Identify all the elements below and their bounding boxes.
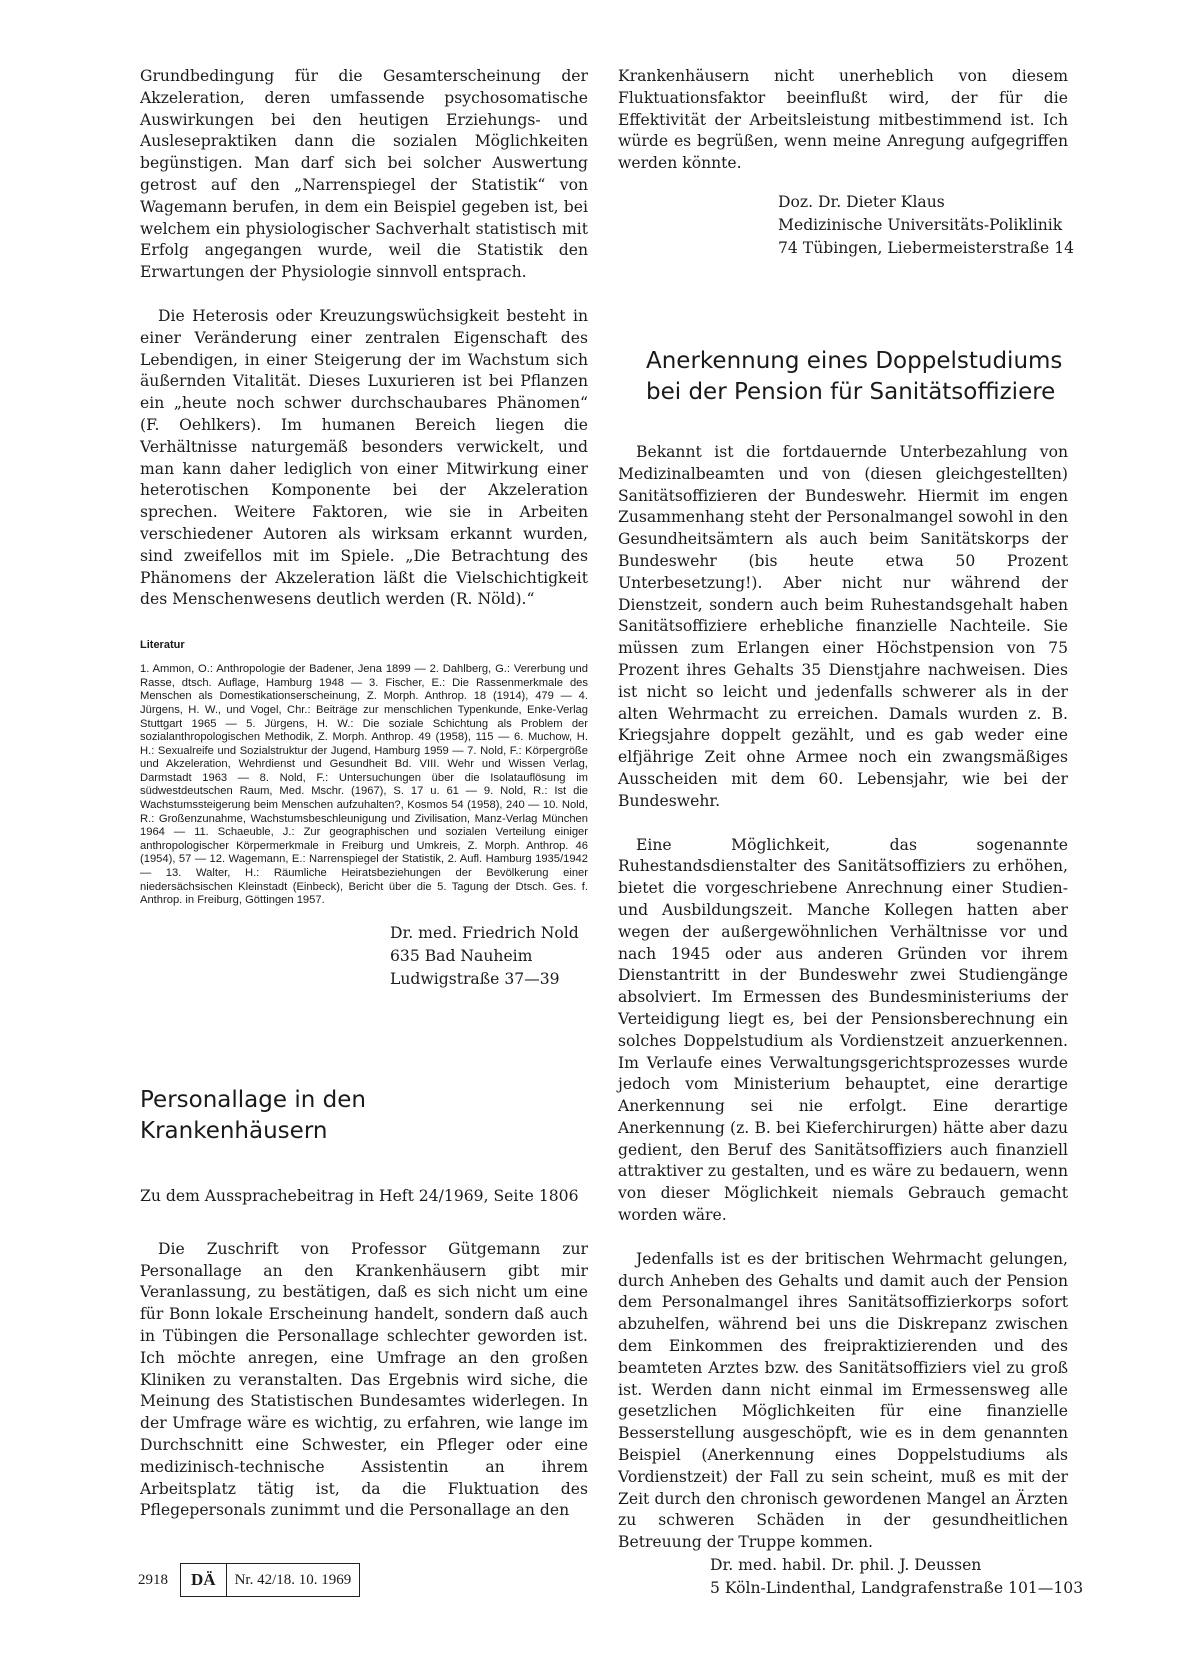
signature-line: Doz. Dr. Dieter Klaus — [778, 192, 945, 211]
paragraph: Eine Möglichkeit, das sogenannte Ruhestandsdienstalter des Sanitätsoffiziers zu erhöhen, bietet die vorgeschriebene Anrechnung einer Studien- und Ausbildungszeit. Manche Kollegen hatten aber wegen der außergewöhnlichen Verhältnisse vor und nach 1945 oder aus anderen Gründen vor ihrem Dienstantritt in der Bundeswehr zwei Studiengänge absolviert. Im Ermessen des Bundesministeriums der Verteidigung liegt es, bei der Pensionsberechnung ein solches Doppelstudium als Vordienstzeit anzuerkennen. Im Verlaufe eines Verwaltungsgerichtsprozesses wurde jedoch vom Ministerium behauptet, eine derartige Anerkennung sei nie erfolgt. Eine derartige Anerkennung (z. B. bei Kieferchirurgen) hätte aber dazu gedient, den Beruf des Sanitätsoffiziers auch finanziell attraktiver zu gestalten, und es wäre zu bedauern, wenn von dieser Möglichkeit niemals Gebrauch gemacht worden wäre. — [618, 835, 1068, 1225]
left-column — [140, 66, 588, 1522]
page-footer — [138, 1563, 360, 1597]
page-number: 2918 — [138, 1571, 168, 1588]
paragraph: Grundbedingung für die Gesamterscheinung der Akzeleration, deren umfassende psychosomatische Auswirkungen bei den heutigen Erziehungs- und Auslesepraktiken dann die sozialen Möglichkeiten begünstigen. Man darf sich bei solcher Auswertung getrost auf den „Narrenspiegel der Statistik“ von Wagemann berufen, in dem ein Beispiel gegeben ist, bei welchem ein physiologischer Sachverhalt statistisch mit Erfolg angegangen wurde, weil die Statistik den Erwartungen der Physiologie sinnvoll entsprach. — [140, 67, 588, 282]
right-column — [618, 66, 1084, 1600]
literature-heading: Literatur — [140, 639, 185, 652]
signature-deussen — [710, 1554, 1084, 1600]
article-subheading: Zu dem Aussprachebeitrag in Heft 24/1969, Seite 1806 — [140, 1186, 579, 1205]
paragraph: Krankenhäusern nicht unerheblich von diesem Fluktuationsfaktor beeinflußt wird, der für die Effektivität der Arbeitsleistung mitbestimmend ist. Ich würde es begrüßen, wenn meine Anregung aufgegriffen werden könnte. — [618, 67, 1068, 173]
heading-line: Anerkennung eines Doppelstudiums — [646, 347, 1063, 374]
signature-klaus — [778, 191, 1075, 260]
heading-line: bei der Pension für Sanitätsoffiziere — [646, 378, 1056, 405]
signature-line: 635 Bad Nauheim — [390, 946, 533, 965]
signature-nold — [390, 922, 588, 991]
article-heading — [646, 346, 1068, 408]
signature-line: Dr. med. Friedrich Nold — [390, 923, 579, 942]
literature-list: 1. Ammon, O.: Anthropologie der Badener, Jena 1899 — 2. Dahlberg, G.: Vererbung und Rasse, dtsch. Auflage, Hamburg 1948 — 3. Fischer, E.: Die Rassenmerkmale des Menschen als Domestikationserscheinung, Z. Morph. Anthrop. 18 (1914), 479 — 4. Jürgens, H. W., und Vogel, Chr.: Beiträge zur menschlichen Typenkunde, Enke-Verlag Stuttgart 1965 — 5. Jürgens, H. W.: Die soziale Schichtung als Problem der sozialanthropologischen Methodik, Z. Morph. Anthrop. 49 (1958), 115 — 6. Muchow, H. H.: Sexualreife und Sozialstruktur der Jugend, Hamburg 1959 — 7. Nold, F.: Körpergröße und Akzeleration, Wehrdienst und Gesundheit Bd. VIII. Wehr und Wissen Verlag, Darmstadt 1963 — 8. Nold, F.: Untersuchungen über die Isolatauflösung im südwestdeutschen Raum, Med. Mschr. (1967), S. 17 u. 61 — 9. Nold, R.: Ist die Wachstumssteigerung beim Menschen aufzuhalten?, Kosmos 54 (1958), 240 — 10. Nold, R.: Großenzunahme, Wachstumsbeschleunigung und Zivilisation, Manz-Verlag München 1964 — 11. Schaeuble, J.: Zur geographischen und sozialen Verteilung einiger anthropologischer Körpermerkmale in Freiburg und Umkreis, Z. Morph. Anthrop. 46 (1954), 57 — 12. Wagemann, E.: Narrenspiegel der Statistik, 2. Aufl. Hamburg 1935/1942 — 13. Walter, H.: Räumliche Heiratsbeziehungen der Bevölkerung einer niedersächsischen Kleinstadt (Einbeck), Bericht über die 5. Tagung der Dtsch. Ges. f. Anthrop. in Freiburg, Göttingen 1957. — [140, 663, 588, 907]
paragraph: Jedenfalls ist es der britischen Wehrmacht gelungen, durch Anheben des Gehalts und damit auch der Pension dem Personalmangel ihres Sanitätsoffizierkorps sofort abzuhelfen, während bei uns die Diskrepanz zwischen dem Einkommen des freipraktizierenden und des beamteten Arztes bzw. des Sanitätsoffiziers viel zu groß ist. Werden dann nicht einmal im Ermessensweg alle gesetzlichen Möglichkeiten für eine finanzielle Besserstellung ausgeschöpft, wie es in dem genannten Beispiel (Anerkennung eines Doppelstudiums als Vordienstzeit) der Fall zu sein scheint, muß es mit der Zeit durch den chronisch gewordenen Mangel an Ärzten zu schweren Schäden in der gesundheitlichen Betreuung der Truppe kommen. — [618, 1249, 1068, 1552]
heading-line: Krankenhäusern — [140, 1117, 328, 1144]
signature-line: Dr. med. habil. Dr. phil. J. Deussen — [710, 1556, 982, 1575]
signature-line: Medizinische Universitäts-Poliklinik — [778, 215, 1063, 234]
paragraph: Die Heterosis oder Kreuzungswüchsigkeit besteht in einer Veränderung einer zentralen Eigenschaft des Lebendigen, in einer Steigerung der im Wachstum sich äußernden Vitalität. Dieses Luxurieren ist bei Pflanzen ein „heute noch schwer durchschaubares Phänomen“ (F. Oehlkers). Im humanen Bereich liegen die Verhältnisse naturgemäß besonders verwickelt, und man kann daher lediglich von einer Mitwirkung einer heterotischen Komponente bei der Akzeleration sprechen. Weitere Faktoren, wie sie in Arbeiten verschiedener Autoren als wirksam erkannt wurden, sind zweifellos mit im Spiele. „Die Betrachtung des Phänomens der Akzeleration läßt die Vielschichtigkeit des Menschenwesens deutlich werden (R. Nöld).“ — [140, 306, 588, 609]
signature-line: 5 Köln-Lindenthal, Landgrafenstraße 101—103 — [710, 1579, 1084, 1598]
article-heading — [140, 1085, 588, 1147]
signature-line: 74 Tübingen, Liebermeisterstraße 14 — [778, 238, 1075, 257]
paragraph: Die Zuschrift von Professor Gütgemann zur Personallage an den Krankenhäusern gibt mir Veranlassung, zu bestätigen, daß es sich nicht um eine für Bonn lokale Erscheinung handelt, sondern daß auch in Tübingen die Personallage schlechter geworden ist. Ich möchte anregen, eine Umfrage an den großen Kliniken zu veranstalten. Das Ergebnis wird siche, die Meinung des Statistischen Bundesamtes widerlegen. In der Umfrage wäre es wichtig, zu erfahren, wie lange im Durchschnitt eine Schwester, ein Pfleger oder eine medizinisch-technische Assistentin an ihrem Arbeitsplatz tätig ist, da die Fluktuation des Pflegepersonals zunimmt und die Personallage an den — [140, 1239, 588, 1520]
signature-line: Ludwigstraße 37—39 — [390, 969, 560, 988]
journal-logo: DÄ — [180, 1563, 226, 1597]
heading-line: Personallage in den — [140, 1086, 366, 1113]
paragraph: Bekannt ist die fortdauernde Unterbezahlung von Medizinalbeamten und von (diesen gleichgestellten) Sanitätsoffizieren der Bundeswehr. Hiermit im engen Zusammenhang steht der Personalmangel sowohl in den Gesundheitsämtern als auch beim Sanitätskorps der Bundeswehr (bis heute etwa 50 Prozent Unterbesetzung!). Aber nicht nur während der Dienstzeit, sondern auch beim Ruhestandsgehalt haben Sanitätsoffiziere erhebliche finanzielle Nachteile. Sie müssen zum Erlangen einer Höchstpension von 75 Prozent ihres Gehalts 35 Dienstjahre nachweisen. Dies ist nicht so leicht und jedenfalls schwerer als in der alten Wehrmacht zu erreichen. Damals wurden z. B. Kriegsjahre doppelt gezählt, und es gab weder eine elfjährige Zeit ohne Armee noch ein zwangsmäßiges Ausscheiden mit dem 60. Lebensjahr, wie bei der Bundeswehr. — [618, 442, 1068, 810]
issue-label: Nr. 42/18. 10. 1969 — [226, 1563, 361, 1597]
